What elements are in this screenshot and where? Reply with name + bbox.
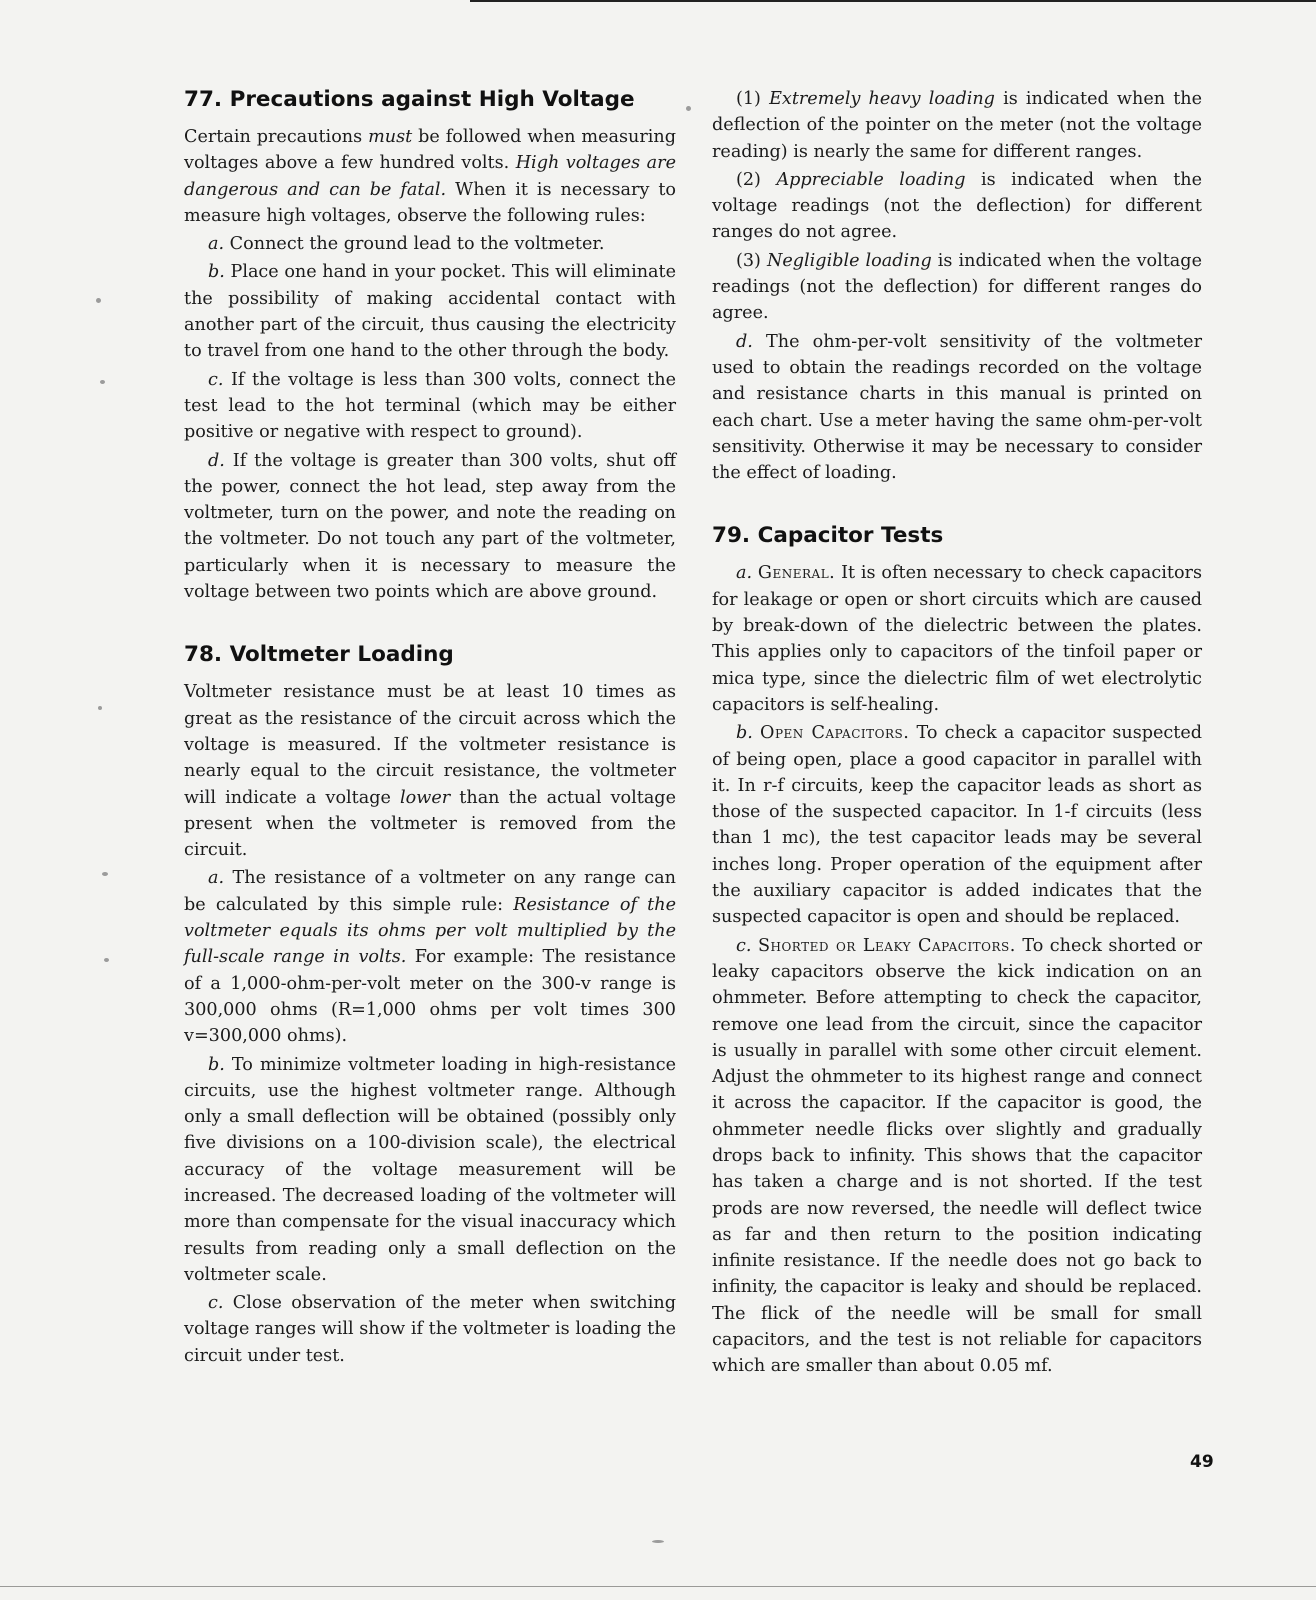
text-run: (3) [736, 250, 767, 271]
scan-speck [96, 298, 101, 303]
text-run: It is often necessary to check capacitors for leakage or open or short circuits which are caused by break-down of the dielectric between the plates. This applies only to capacitors of the tinfoil paper or mica type, since the dielectric film of wet electrolytic capacitors is self-healing. [712, 563, 1202, 715]
text-run: (2) [736, 169, 777, 190]
small-caps-run: Shorted or Leaky Capacitors. [757, 935, 1016, 956]
text-run: For example: The resistance of a 1,000-ohm-per-volt meter on the 300-v range is 300,000 ohms (R=1,000 ohms per volt times 300 v=300,000 ohms). [184, 947, 676, 1047]
text-run: The ohm-per-volt sensitivity of the voltmeter used to obtain the readings recorded on the voltage and resistance charts in this manual is printed on each chart. Use a meter having the same ohm-per-volt sensitivity. Otherwise it may be necessary to consider the effect of loading. [712, 331, 1202, 484]
text-run: Close observation of the meter when switching voltage ranges will show if the voltmeter is loading the circuit under test. [184, 1293, 676, 1366]
text-run: be followed when measuring voltages above a few hundred volts. [184, 127, 676, 174]
text-run: Place one hand in your pocket. This will eliminate the possibility of making accidental contact with another part of the circuit, thus causing the electricity to travel from one hand to the other through the body. [184, 262, 676, 362]
section-78-heading: 78. Voltmeter Loading [184, 642, 454, 668]
italic-run: High voltages are dangerous and can be fatal. [184, 153, 676, 200]
scan-speck [100, 380, 105, 384]
italic-run: Resistance of the voltmeter equals its ohms per volt multiplied by the full-scale range in volts. [184, 894, 676, 968]
italic-run: a. [736, 563, 753, 584]
page-number: 49 [1190, 1452, 1214, 1472]
section-78-item-c [184, 1290, 676, 1369]
loading-appreciable [712, 167, 1202, 246]
italic-run: c. [736, 935, 752, 956]
scan-speck [652, 1540, 664, 1543]
italic-run: d. [208, 450, 225, 471]
text-run: than the actual voltage present when the voltmeter is removed from the circuit. [184, 787, 676, 861]
text-run: Voltmeter resistance must be at least 10 times as great as the resistance of the circuit across which the voltage is measured. If the voltmeter resistance is nearly equal to the circuit resistance, the voltmeter will indicate a voltage [184, 682, 676, 808]
text-run: When it is necessary to measure high voltages, observe the following rules: [184, 179, 677, 226]
text-run: (1) [736, 89, 770, 109]
text-run: If the voltage is less than 300 volts, connect the test lead to the hot terminal (which may be either positive or negative with respect to ground). [184, 369, 676, 443]
text-run: is indicated when the deflection of the pointer on the meter (not the voltage reading) is nearly the same for different ranges. [712, 89, 1203, 162]
scan-speck [104, 958, 109, 962]
section-78-item-d [712, 329, 1202, 487]
italic-run: lower [400, 787, 451, 808]
bottom-edge-rule [0, 1586, 1316, 1587]
section-79-item-b [712, 720, 1202, 930]
text-run: Certain precautions [184, 127, 369, 147]
section-78-item-a [184, 865, 676, 1049]
text-run: To check a capacitor suspected of being open, place a good capacitor in parallel with it. In r-f circuits, keep the capacitor leads as short as those of the suspected capacitor. In 1-f circuits (less than 1 mc), the test capacitor leads may be several inches long. Proper operation of the equipment after the auxiliary capacitor is added indicates that the suspected capacitor is open and should be replaced. [712, 723, 1202, 928]
text-run: To check shorted or leaky capacitors observe the kick indication on an ohmmeter. Before attempting to check the capacitor, remove one lead from the circuit, since the capacitor is usually in parallel with some other circuit element. Adjust the ohmmeter to its highest range and connect it across the capacitor. If the capacitor is good, the ohmmeter needle flicks over slightly and gradually drops back to infinity. This shows that the capacitor has taken a charge and is not shorted. If the test prods are now reversed, the needle will deflect twice as far and then return to the position indicating infinite resistance. If the needle does not go back to infinity, the capacitor is leaky and should be replaced. The flick of the needle will be small for small capacitors, and the test is not reliable for capacitors which are smaller than about 0.05 mf. [712, 935, 1202, 1377]
text-run: is indicated when the voltage readings (not the deflection) for different ranges do agree. [712, 250, 1202, 324]
italic-run: c. [208, 1293, 224, 1314]
section-78-intro [184, 679, 676, 863]
section-77-item-d [184, 448, 676, 606]
italic-run: b. [736, 723, 753, 744]
text-run: Connect the ground lead to the voltmeter. [224, 234, 605, 255]
scan-speck [98, 706, 102, 710]
section-77-item-b [184, 259, 676, 364]
section-79-item-c [712, 933, 1202, 1380]
section-79-heading: 79. Capacitor Tests [712, 523, 944, 549]
section-77-intro [184, 124, 676, 229]
loading-negligible [712, 248, 1202, 327]
italic-run: b. [208, 1054, 225, 1075]
top-edge-rule [470, 0, 1316, 2]
italic-run: Extremely heavy loading [769, 89, 995, 109]
section-77-item-c [184, 367, 676, 446]
section-78-item-b [184, 1052, 676, 1289]
left-column [184, 86, 676, 1371]
text-run: is indicated when the voltage readings (not the deflection) for different ranges do not agree. [712, 169, 1203, 243]
italic-run: a. [208, 234, 225, 255]
small-caps-run: Open Capacitors. [760, 723, 910, 744]
italic-run: must [368, 127, 413, 147]
right-column [712, 86, 1202, 1382]
text-run: To minimize voltmeter loading in high-resistance circuits, use the highest voltmeter range. Although only a small deflection will be obtained (possibly only five divisions on a 100-division scale), the electrical accuracy of the voltage measurement will be increased. The decreased loading of the voltmeter will more than compensate for the visual inaccuracy which results from reading only a small deflection on the voltmeter scale. [184, 1054, 676, 1285]
text-run: If the voltage is greater than 300 volts, shut off the power, connect the hot lead, step away from the voltmeter, turn on the power, and note the reading on the voltmeter. Do not touch any part of the voltmeter, particularly when it is necessary to measure the voltage between two points which are above ground. [184, 450, 676, 603]
section-77-heading: 77. Precautions against High Voltage [184, 87, 635, 112]
italic-run: Appreciable loading [776, 169, 966, 190]
italic-run: d. [736, 331, 753, 352]
small-caps-run: General. [757, 563, 836, 584]
section-77-item-a [184, 231, 676, 257]
loading-extreme [712, 86, 1202, 165]
section-79-item-a [712, 560, 1202, 718]
italic-run: c. [208, 369, 224, 390]
italic-run: a. [208, 868, 225, 889]
text-run: The resistance of a voltmeter on any range can be calculated by this simple rule: [184, 868, 676, 915]
text-run [753, 723, 760, 743]
scan-speck [102, 872, 108, 876]
italic-run: b. [208, 262, 225, 283]
scan-speck [686, 106, 691, 111]
italic-run: Negligible loading [766, 250, 932, 271]
